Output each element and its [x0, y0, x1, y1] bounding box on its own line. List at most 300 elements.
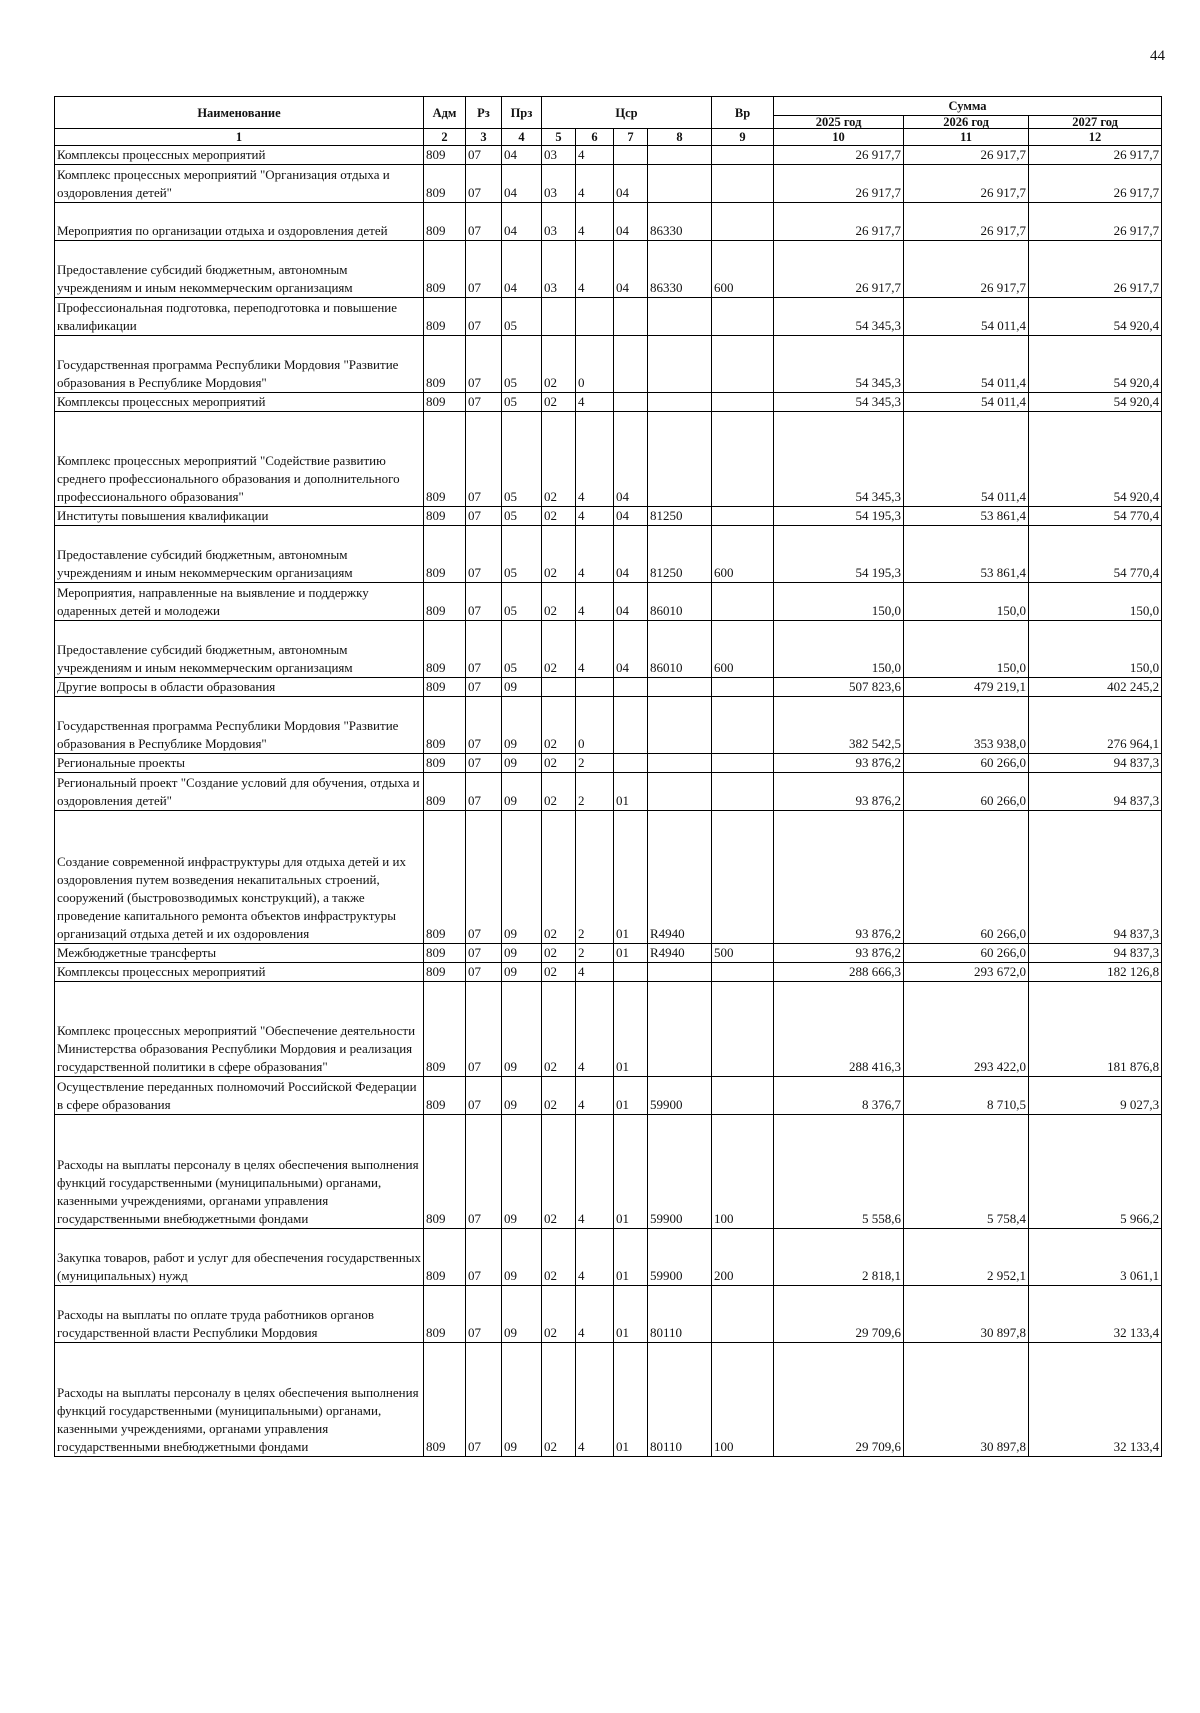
- row-prz: 05: [502, 526, 542, 583]
- row-amount-2025: 507 823,6: [774, 678, 904, 697]
- row-name: Комплексы процессных мероприятий: [55, 146, 424, 165]
- row-cer-structure: [614, 697, 648, 754]
- row-amount-2026: 5 758,4: [904, 1115, 1029, 1229]
- row-cer-direction: [648, 982, 712, 1077]
- row-vr: [712, 678, 774, 697]
- row-amount-2025: 150,0: [774, 621, 904, 678]
- row-cer-type: 4: [576, 507, 614, 526]
- row-amount-2026: 150,0: [904, 621, 1029, 678]
- row-amount-2027: 26 917,7: [1029, 146, 1162, 165]
- table-row: [55, 298, 1162, 336]
- row-cer-program: 02: [542, 507, 576, 526]
- row-name: Расходы на выплаты по оплате труда работников органов государственной власти Республики Мордовия: [55, 1286, 424, 1343]
- row-prz: 09: [502, 1343, 542, 1457]
- row-amount-2027: 94 837,3: [1029, 754, 1162, 773]
- row-cer-structure: 01: [614, 773, 648, 811]
- row-cer-type: 4: [576, 241, 614, 298]
- row-prz: 05: [502, 393, 542, 412]
- row-cer-direction: 59900: [648, 1229, 712, 1286]
- row-cer-program: 02: [542, 1115, 576, 1229]
- row-cer-program: 02: [542, 963, 576, 982]
- row-adm: 809: [424, 944, 466, 963]
- row-amount-2027: 402 245,2: [1029, 678, 1162, 697]
- row-amount-2027: 32 133,4: [1029, 1343, 1162, 1457]
- table-row: [55, 241, 1162, 298]
- row-cer-structure: 01: [614, 982, 648, 1077]
- row-name: Комплекс процессных мероприятий "Содействие развитию среднего профессионального образования и дополнительного профессионального образования": [55, 412, 424, 507]
- row-cer-type: 2: [576, 754, 614, 773]
- row-name: Профессиональная подготовка, переподготовка и повышение квалификации: [55, 298, 424, 336]
- row-rz: 07: [466, 507, 502, 526]
- row-cer-direction: [648, 336, 712, 393]
- row-cer-structure: [614, 393, 648, 412]
- row-rz: 07: [466, 1229, 502, 1286]
- row-adm: 809: [424, 1077, 466, 1115]
- row-cer-structure: 01: [614, 1343, 648, 1457]
- row-amount-2027: 54 770,4: [1029, 526, 1162, 583]
- row-cer-program: 03: [542, 203, 576, 241]
- table-row: [55, 146, 1162, 165]
- row-amount-2027: 54 920,4: [1029, 393, 1162, 412]
- row-prz: 05: [502, 507, 542, 526]
- row-prz: 09: [502, 1115, 542, 1229]
- row-rz: 07: [466, 982, 502, 1077]
- row-prz: 04: [502, 241, 542, 298]
- row-prz: 05: [502, 621, 542, 678]
- row-amount-2027: 3 061,1: [1029, 1229, 1162, 1286]
- row-cer-program: 02: [542, 526, 576, 583]
- row-vr: [712, 1286, 774, 1343]
- row-cer-type: 4: [576, 526, 614, 583]
- table-row: [55, 773, 1162, 811]
- row-amount-2026: 54 011,4: [904, 298, 1029, 336]
- row-vr: [712, 393, 774, 412]
- table-row: [55, 526, 1162, 583]
- row-rz: 07: [466, 241, 502, 298]
- row-adm: 809: [424, 165, 466, 203]
- row-amount-2027: 276 964,1: [1029, 697, 1162, 754]
- row-vr: [712, 412, 774, 507]
- row-vr: [712, 963, 774, 982]
- row-prz: 09: [502, 773, 542, 811]
- row-rz: 07: [466, 583, 502, 621]
- row-rz: 07: [466, 1343, 502, 1457]
- row-cer-structure: 01: [614, 811, 648, 944]
- row-name: Создание современной инфраструктуры для отдыха детей и их оздоровления путем возведения некапитальных строений, сооружений (быстровозводимых конструкций), а также проведение капитального ремонта объектов инфраструктуры организаций отдыха детей и их оздоровления: [55, 811, 424, 944]
- row-cer-structure: 04: [614, 621, 648, 678]
- row-amount-2026: 60 266,0: [904, 944, 1029, 963]
- header-year-2025: 2025 год: [774, 116, 904, 129]
- row-vr: [712, 507, 774, 526]
- row-cer-direction: [648, 146, 712, 165]
- row-prz: 05: [502, 336, 542, 393]
- column-number: 11: [904, 129, 1029, 146]
- row-cer-direction: 86010: [648, 621, 712, 678]
- row-prz: 04: [502, 146, 542, 165]
- row-cer-program: 03: [542, 165, 576, 203]
- row-amount-2027: 26 917,7: [1029, 165, 1162, 203]
- row-cer-structure: 01: [614, 1115, 648, 1229]
- row-amount-2026: 60 266,0: [904, 773, 1029, 811]
- row-amount-2025: 93 876,2: [774, 944, 904, 963]
- row-adm: 809: [424, 412, 466, 507]
- row-amount-2026: 26 917,7: [904, 165, 1029, 203]
- column-number: 5: [542, 129, 576, 146]
- row-amount-2026: 26 917,7: [904, 241, 1029, 298]
- row-cer-program: 03: [542, 241, 576, 298]
- table-row: [55, 811, 1162, 944]
- row-amount-2026: 479 219,1: [904, 678, 1029, 697]
- table-row: [55, 1077, 1162, 1115]
- row-amount-2026: 150,0: [904, 583, 1029, 621]
- row-cer-direction: [648, 963, 712, 982]
- row-cer-structure: 04: [614, 241, 648, 298]
- row-rz: 07: [466, 146, 502, 165]
- table-row: [55, 1229, 1162, 1286]
- row-vr: 200: [712, 1229, 774, 1286]
- row-cer-type: 4: [576, 412, 614, 507]
- header-year-2026: 2026 год: [904, 116, 1029, 129]
- row-rz: 07: [466, 944, 502, 963]
- row-vr: [712, 146, 774, 165]
- row-prz: 09: [502, 963, 542, 982]
- row-cer-direction: [648, 754, 712, 773]
- row-vr: 500: [712, 944, 774, 963]
- row-amount-2026: 293 672,0: [904, 963, 1029, 982]
- row-name: Предоставление субсидий бюджетным, автономным учреждениям и иным некоммерческим организациям: [55, 526, 424, 583]
- row-amount-2025: 26 917,7: [774, 241, 904, 298]
- row-amount-2025: 26 917,7: [774, 146, 904, 165]
- row-prz: 04: [502, 165, 542, 203]
- row-adm: 809: [424, 1115, 466, 1229]
- table-header: [55, 97, 1162, 146]
- table-row: [55, 165, 1162, 203]
- header-summa: Сумма: [774, 97, 1162, 116]
- row-cer-program: 02: [542, 1286, 576, 1343]
- row-vr: 600: [712, 621, 774, 678]
- row-cer-type: 4: [576, 583, 614, 621]
- row-amount-2025: 150,0: [774, 583, 904, 621]
- row-cer-structure: [614, 298, 648, 336]
- row-cer-program: 02: [542, 754, 576, 773]
- row-cer-structure: 04: [614, 583, 648, 621]
- row-rz: 07: [466, 412, 502, 507]
- row-adm: 809: [424, 241, 466, 298]
- row-amount-2027: 54 920,4: [1029, 412, 1162, 507]
- row-cer-program: 03: [542, 146, 576, 165]
- row-amount-2026: 60 266,0: [904, 811, 1029, 944]
- row-prz: 09: [502, 678, 542, 697]
- row-vr: [712, 298, 774, 336]
- row-cer-structure: 01: [614, 1229, 648, 1286]
- column-number: 10: [774, 129, 904, 146]
- row-cer-program: 02: [542, 811, 576, 944]
- row-rz: 07: [466, 1115, 502, 1229]
- row-cer-type: 4: [576, 1115, 614, 1229]
- header-rz: Рз: [466, 97, 502, 129]
- page-number: 44: [1150, 48, 1165, 64]
- row-name: Государственная программа Республики Мордовия "Развитие образования в Республике Мордовия": [55, 336, 424, 393]
- row-cer-direction: 80110: [648, 1343, 712, 1457]
- row-amount-2026: 30 897,8: [904, 1286, 1029, 1343]
- row-rz: 07: [466, 165, 502, 203]
- row-prz: 09: [502, 1077, 542, 1115]
- row-cer-direction: [648, 678, 712, 697]
- row-cer-program: [542, 678, 576, 697]
- row-adm: 809: [424, 1343, 466, 1457]
- row-rz: 07: [466, 526, 502, 583]
- row-cer-type: 4: [576, 1343, 614, 1457]
- row-cer-program: 02: [542, 944, 576, 963]
- row-amount-2027: 94 837,3: [1029, 811, 1162, 944]
- row-cer-type: 4: [576, 1286, 614, 1343]
- row-amount-2026: 54 011,4: [904, 412, 1029, 507]
- row-cer-type: 2: [576, 811, 614, 944]
- row-cer-type: 4: [576, 146, 614, 165]
- row-cer-program: 02: [542, 1077, 576, 1115]
- table-row: [55, 678, 1162, 697]
- row-amount-2025: 54 345,3: [774, 412, 904, 507]
- row-cer-direction: 86330: [648, 203, 712, 241]
- row-adm: 809: [424, 583, 466, 621]
- row-amount-2027: 32 133,4: [1029, 1286, 1162, 1343]
- column-number: 2: [424, 129, 466, 146]
- row-cer-direction: [648, 298, 712, 336]
- row-rz: 07: [466, 393, 502, 412]
- row-vr: [712, 1077, 774, 1115]
- row-vr: 600: [712, 241, 774, 298]
- table-row: [55, 982, 1162, 1077]
- row-cer-direction: 86010: [648, 583, 712, 621]
- row-amount-2027: 9 027,3: [1029, 1077, 1162, 1115]
- row-prz: 09: [502, 811, 542, 944]
- row-cer-structure: 04: [614, 165, 648, 203]
- row-cer-direction: R4940: [648, 811, 712, 944]
- row-amount-2026: 53 861,4: [904, 526, 1029, 583]
- row-name: Мероприятия по организации отдыха и оздоровления детей: [55, 203, 424, 241]
- row-cer-type: 4: [576, 1077, 614, 1115]
- row-cer-type: 2: [576, 944, 614, 963]
- header-adm: Адм: [424, 97, 466, 129]
- row-rz: 07: [466, 298, 502, 336]
- row-cer-direction: R4940: [648, 944, 712, 963]
- row-adm: 809: [424, 697, 466, 754]
- row-cer-type: 4: [576, 963, 614, 982]
- table-row: [55, 412, 1162, 507]
- table-row: [55, 393, 1162, 412]
- row-amount-2026: 30 897,8: [904, 1343, 1029, 1457]
- row-name: Расходы на выплаты персоналу в целях обеспечения выполнения функций государственными (муниципальными) органами, казенными учреждениями, органами управления государственными внебюджетными фондами: [55, 1115, 424, 1229]
- row-amount-2025: 29 709,6: [774, 1286, 904, 1343]
- row-amount-2027: 54 920,4: [1029, 298, 1162, 336]
- row-vr: [712, 697, 774, 754]
- row-prz: 09: [502, 1286, 542, 1343]
- row-cer-program: 02: [542, 697, 576, 754]
- row-cer-structure: [614, 336, 648, 393]
- row-amount-2025: 288 416,3: [774, 982, 904, 1077]
- row-amount-2025: 29 709,6: [774, 1343, 904, 1457]
- table-row: [55, 754, 1162, 773]
- budget-table: [54, 96, 1162, 1457]
- row-vr: [712, 203, 774, 241]
- row-cer-structure: 01: [614, 1077, 648, 1115]
- row-vr: [712, 583, 774, 621]
- row-amount-2027: 26 917,7: [1029, 241, 1162, 298]
- row-cer-structure: [614, 963, 648, 982]
- row-amount-2025: 93 876,2: [774, 754, 904, 773]
- row-cer-type: [576, 298, 614, 336]
- row-amount-2025: 5 558,6: [774, 1115, 904, 1229]
- row-amount-2027: 182 126,8: [1029, 963, 1162, 982]
- row-cer-structure: [614, 146, 648, 165]
- row-cer-program: 02: [542, 982, 576, 1077]
- row-prz: 05: [502, 298, 542, 336]
- row-vr: 100: [712, 1115, 774, 1229]
- row-prz: 09: [502, 982, 542, 1077]
- row-adm: 809: [424, 754, 466, 773]
- row-adm: 809: [424, 146, 466, 165]
- row-amount-2027: 150,0: [1029, 583, 1162, 621]
- row-adm: 809: [424, 621, 466, 678]
- row-name: Закупка товаров, работ и услуг для обеспечения государственных (муниципальных) нужд: [55, 1229, 424, 1286]
- row-cer-type: 4: [576, 165, 614, 203]
- table-row: [55, 1286, 1162, 1343]
- row-rz: 07: [466, 754, 502, 773]
- row-vr: [712, 754, 774, 773]
- column-number: 7: [614, 129, 648, 146]
- row-rz: 07: [466, 773, 502, 811]
- row-cer-structure: 04: [614, 203, 648, 241]
- row-prz: 09: [502, 697, 542, 754]
- row-amount-2026: 54 011,4: [904, 393, 1029, 412]
- column-number: 4: [502, 129, 542, 146]
- row-cer-direction: 86330: [648, 241, 712, 298]
- row-name: Мероприятия, направленные на выявление и поддержку одаренных детей и молодежи: [55, 583, 424, 621]
- table-row: [55, 963, 1162, 982]
- row-amount-2025: 382 542,5: [774, 697, 904, 754]
- row-cer-program: 02: [542, 583, 576, 621]
- column-number: 12: [1029, 129, 1162, 146]
- row-cer-program: 02: [542, 621, 576, 678]
- table-row: [55, 507, 1162, 526]
- row-prz: 05: [502, 412, 542, 507]
- row-amount-2025: 8 376,7: [774, 1077, 904, 1115]
- row-amount-2027: 94 837,3: [1029, 944, 1162, 963]
- table-row: [55, 583, 1162, 621]
- row-cer-program: 02: [542, 412, 576, 507]
- row-cer-type: 4: [576, 1229, 614, 1286]
- row-amount-2026: 60 266,0: [904, 754, 1029, 773]
- row-cer-direction: 80110: [648, 1286, 712, 1343]
- column-number: 6: [576, 129, 614, 146]
- row-adm: 809: [424, 678, 466, 697]
- row-prz: 05: [502, 583, 542, 621]
- row-cer-program: 02: [542, 773, 576, 811]
- row-cer-type: 4: [576, 621, 614, 678]
- row-amount-2025: 54 195,3: [774, 526, 904, 583]
- header-prz: Прз: [502, 97, 542, 129]
- row-name: Межбюджетные трансферты: [55, 944, 424, 963]
- row-vr: 600: [712, 526, 774, 583]
- row-adm: 809: [424, 963, 466, 982]
- row-name: Государственная программа Республики Мордовия "Развитие образования в Республике Мордовия": [55, 697, 424, 754]
- row-cer-type: 0: [576, 697, 614, 754]
- row-cer-program: 02: [542, 1343, 576, 1457]
- row-vr: 100: [712, 1343, 774, 1457]
- column-number: 9: [712, 129, 774, 146]
- row-cer-direction: [648, 412, 712, 507]
- row-name: Комплексы процессных мероприятий: [55, 963, 424, 982]
- row-prz: 09: [502, 754, 542, 773]
- row-vr: [712, 811, 774, 944]
- row-adm: 809: [424, 526, 466, 583]
- row-cer-structure: 04: [614, 526, 648, 583]
- row-amount-2025: 93 876,2: [774, 773, 904, 811]
- row-name: Институты повышения квалификации: [55, 507, 424, 526]
- row-amount-2026: 8 710,5: [904, 1077, 1029, 1115]
- column-number: 8: [648, 129, 712, 146]
- row-amount-2027: 94 837,3: [1029, 773, 1162, 811]
- row-rz: 07: [466, 203, 502, 241]
- row-cer-type: 4: [576, 982, 614, 1077]
- table-row: [55, 697, 1162, 754]
- row-name: Предоставление субсидий бюджетным, автономным учреждениям и иным некоммерческим организациям: [55, 621, 424, 678]
- row-adm: 809: [424, 203, 466, 241]
- row-amount-2025: 288 666,3: [774, 963, 904, 982]
- row-rz: 07: [466, 1286, 502, 1343]
- row-amount-2025: 54 345,3: [774, 298, 904, 336]
- row-amount-2027: 26 917,7: [1029, 203, 1162, 241]
- row-vr: [712, 773, 774, 811]
- row-cer-structure: 01: [614, 1286, 648, 1343]
- row-amount-2026: 293 422,0: [904, 982, 1029, 1077]
- row-name: Другие вопросы в области образования: [55, 678, 424, 697]
- row-cer-type: [576, 678, 614, 697]
- header-cer: Цср: [542, 97, 712, 129]
- row-adm: 809: [424, 336, 466, 393]
- column-number: 1: [55, 129, 424, 146]
- row-amount-2026: 2 952,1: [904, 1229, 1029, 1286]
- row-cer-type: 4: [576, 393, 614, 412]
- row-amount-2025: 93 876,2: [774, 811, 904, 944]
- row-cer-type: 0: [576, 336, 614, 393]
- row-name: Комплексы процессных мероприятий: [55, 393, 424, 412]
- row-amount-2025: 2 818,1: [774, 1229, 904, 1286]
- row-cer-direction: [648, 393, 712, 412]
- row-adm: 809: [424, 393, 466, 412]
- row-adm: 809: [424, 1229, 466, 1286]
- header-year-2027: 2027 год: [1029, 116, 1162, 129]
- row-cer-direction: 59900: [648, 1115, 712, 1229]
- column-number-row: [55, 129, 1162, 146]
- table-row: [55, 944, 1162, 963]
- row-amount-2026: 26 917,7: [904, 203, 1029, 241]
- row-amount-2025: 26 917,7: [774, 203, 904, 241]
- table-row: [55, 1115, 1162, 1229]
- table-row: [55, 1343, 1162, 1457]
- row-cer-structure: 01: [614, 944, 648, 963]
- row-vr: [712, 336, 774, 393]
- row-amount-2027: 181 876,8: [1029, 982, 1162, 1077]
- row-amount-2025: 26 917,7: [774, 165, 904, 203]
- row-name: Предоставление субсидий бюджетным, автономным учреждениям и иным некоммерческим организациям: [55, 241, 424, 298]
- table-row: [55, 203, 1162, 241]
- row-name: Осуществление переданных полномочий Российской Федерации в сфере образования: [55, 1077, 424, 1115]
- row-amount-2026: 53 861,4: [904, 507, 1029, 526]
- row-vr: [712, 982, 774, 1077]
- row-name: Расходы на выплаты персоналу в целях обеспечения выполнения функций государственными (муниципальными) органами, казенными учреждениями, органами управления государственными внебюджетными фондами: [55, 1343, 424, 1457]
- row-prz: 04: [502, 203, 542, 241]
